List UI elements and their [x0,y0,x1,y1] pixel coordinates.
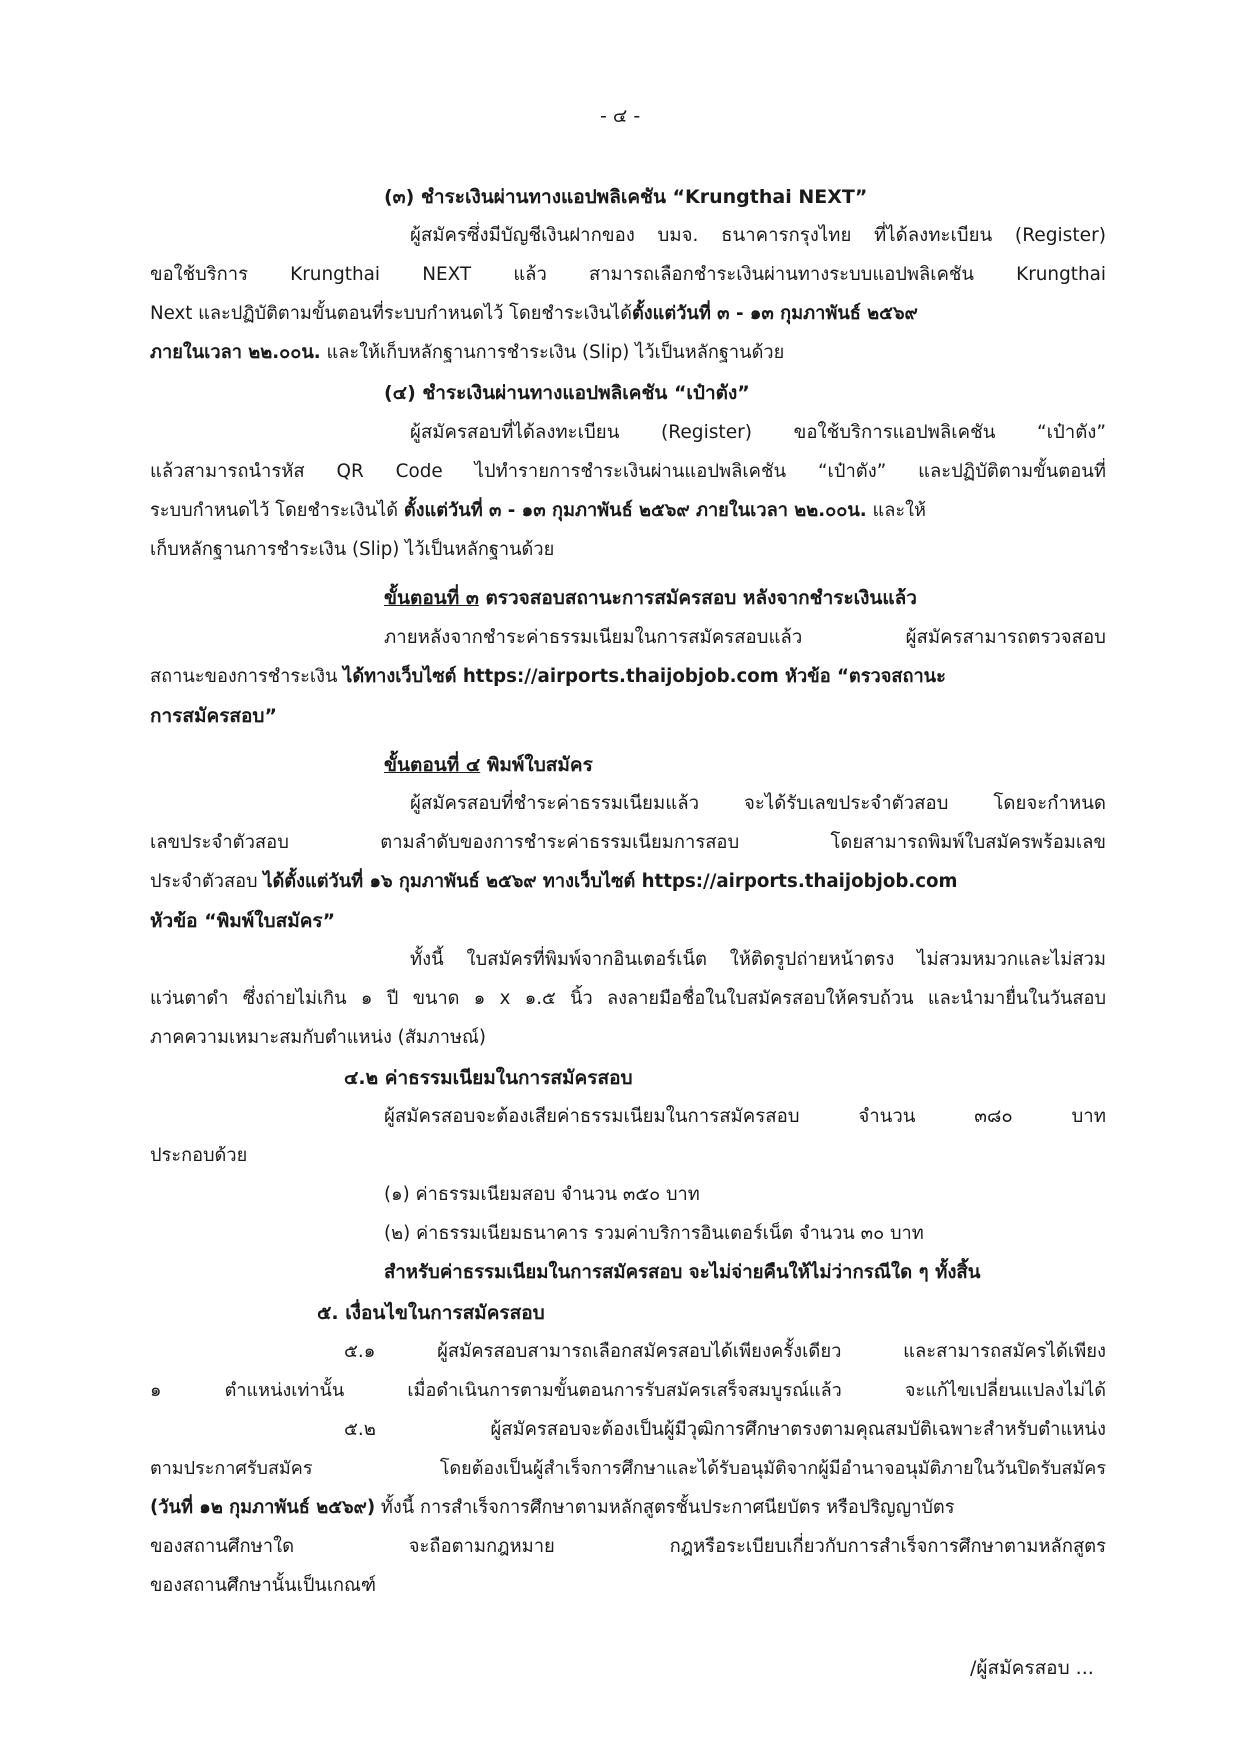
fee-item-1: (๑) ค่าธรรมเนียมสอบ จำนวน ๓๕๐ บาท [384,1184,700,1205]
step3-line-1: ภายหลังจากชำระค่าธรรมเนียมในการสมัครสอบแล้ว ผู้สมัครสามารถตรวจสอบ [384,627,1106,648]
cond-heading: ๕. เงื่อนไขในการสมัครสอบ [317,1302,545,1324]
fee-note: สำหรับค่าธรรมเนียมในการสมัครสอบ จะไม่จ่ายคืนให้ไม่ว่ากรณีใด ๆ ทั้งสิ้น [384,1262,981,1283]
sec3-line-1: ผู้สมัครซึ่งมีบัญชีเงินฝากของ บมจ. ธนาคารกรุงไทย ที่ได้ลงทะเบียน (Register) [410,225,1106,246]
page-number: - ๔ - [600,105,641,127]
sec4-line-4: เก็บหลักฐานการชำระเงิน (Slip) ไว้เป็นหลักฐานด้วย [150,539,555,560]
cond-5-2-line-2: ตามประกาศรับสมัคร โดยต้องเป็นผู้สำเร็จการศึกษาและได้รับอนุมัติจากผู้มีอำนาจอนุมัติภายในวันปิดรับสมัคร [150,1458,1106,1479]
fee-line-1: ผู้สมัครสอบจะต้องเสียค่าธรรมเนียมในการสมัครสอบ จำนวน ๓๘๐ บาท [384,1106,1106,1127]
step3-line-2 [150,664,946,690]
fee-line-2: ประกอบด้วย [150,1145,248,1166]
sec3-heading: (๓) ชำระเงินผ่านทางแอปพลิเคชัน “Krungthai NEXT” [384,186,868,208]
sec4-line-3-date: ตั้งแต่วันที่ ๓ - ๑๓ กุมภาพันธ์ ๒๕๖๙ ภายในเวลา ๒๒.๐๐น. [403,500,867,521]
sec4-line-2: แล้วสามารถนำรหัส QR Code ไปทำรายการชำระเงินผ่านแอปพลิเคชัน “เป๋าตัง” และปฏิบัติตามขั้นตอนที่ [150,461,1106,482]
sec4-line-3 [150,498,926,524]
step4-label: ขั้นตอนที่ ๔ [384,754,481,776]
step4-line-6: แว่นตาดำ ซึ่งถ่ายไม่เกิน ๑ ปี ขนาด ๑ x ๑.๕ นิ้ว ลงลายมือชื่อในใบสมัครสอบให้ครบถ้วน และนำมายื่นในวันสอบ [150,988,1106,1009]
sec4-line-1: ผู้สมัครสอบที่ได้ลงทะเบียน (Register) ขอใช้บริการแอปพลิเคชัน “เป๋าตัง” [410,422,1106,443]
cond-5-2-line-3-text: ทั้งนี้ การสำเร็จการศึกษาตามหลักสูตรชั้นประกาศนียบัตร หรือปริญญาบัตร [375,1497,955,1518]
cond-5-1-line-1: ๕.๑ ผู้สมัครสอบสามารถเลือกสมัครสอบได้เพียงครั้งเดียว และสามารถสมัครได้เพียง [344,1341,1106,1362]
step4-line-3 [150,869,958,895]
step4-heading [384,752,593,778]
sec3-line-2: ขอใช้บริการ Krungthai NEXT แล้ว สามารถเลือกชำระเงินผ่านทางระบบแอปพลิเคชัน Krungthai [150,264,1106,285]
step3-label: ขั้นตอนที่ ๓ [384,587,479,609]
step4-line-4: หัวข้อ “พิมพ์ใบสมัคร” [150,910,336,932]
sec4-line-3-tail: และให้ [866,500,927,521]
step4-line-3-date: ได้ตั้งแต่วันที่ ๑๖ กุมภาพันธ์ ๒๕๖๙ ทางเว็บไซต์ https://airports.thaijobjob.com [263,871,958,892]
sec3-line-3-text: Next และปฏิบัติตามขั้นตอนที่ระบบกำหนดไว้ โดยชำระเงินได้ [150,303,632,324]
step3-heading [384,585,917,611]
step3-line-3: การสมัครสอบ” [150,705,277,727]
sec3-line-4-time: ภายในเวลา ๒๒.๐๐น. [150,342,321,363]
step3-title: ตรวจสอบสถานะการสมัครสอบ หลังจากชำระเงินแล้ว [478,587,917,609]
step4-line-7: ภาคความเหมาะสมกับตำแหน่ง (สัมภาษณ์) [150,1027,486,1048]
step4-line-2: เลขประจำตัวสอบ ตามลำดับของการชำระค่าธรรมเนียมการสอบ โดยสามารถพิมพ์ใบสมัครพร้อมเลข [150,832,1106,853]
sec3-line-3 [150,301,918,327]
sec3-line-4 [150,340,784,366]
continuation-marker: /ผู้สมัครสอบ ... [970,1657,1094,1679]
sec3-line-3-date: ตั้งแต่วันที่ ๓ - ๑๓ กุมภาพันธ์ ๒๕๖๙ [631,303,918,324]
fee-heading: ๔.๒ ค่าธรรมเนียมในการสมัครสอบ [344,1067,633,1089]
step4-title: พิมพ์ใบสมัคร [480,754,593,776]
cond-5-1-line-2: ๑ ตำแหน่งเท่านั้น เมื่อดำเนินการตามขั้นตอนการรับสมัครเสร็จสมบูรณ์แล้ว จะแก้ไขเปลี่ยนแปลงไม่ได้ [150,1380,1106,1401]
step4-line-1: ผู้สมัครสอบที่ชำระค่าธรรมเนียมแล้ว จะได้รับเลขประจำตัวสอบ โดยจะกำหนด [410,793,1106,814]
cond-5-2-closing-date: (วันที่ ๑๒ กุมภาพันธ์ ๒๕๖๙) [150,1497,376,1518]
step3-line-2-text: สถานะของการชำระเงิน [150,666,344,687]
fee-item-2: (๒) ค่าธรรมเนียมธนาคาร รวมค่าบริการอินเตอร์เน็ต จำนวน ๓๐ บาท [384,1223,924,1244]
cond-5-2-line-3 [150,1495,955,1521]
sec3-line-4-text: และให้เก็บหลักฐานการชำระเงิน (Slip) ไว้เป็นหลักฐานด้วย [320,342,785,363]
cond-5-2-line-5: ของสถานศึกษานั้นเป็นเกณฑ์ [150,1575,377,1596]
sec4-heading: (๔) ชำระเงินผ่านทางแอปพลิเคชัน “เป๋าตัง” [384,382,750,404]
step4-line-5: ทั้งนี้ ใบสมัครที่พิมพ์จากอินเตอร์เน็ต ให้ติดรูปถ่ายหน้าตรง ไม่สวมหมวกและไม่สวม [410,949,1106,970]
cond-5-2-line-1: ๕.๒ ผู้สมัครสอบจะต้องเป็นผู้มีวุฒิการศึกษาตรงตามคุณสมบัติเฉพาะสำหรับตำแหน่ง [344,1419,1106,1440]
cond-5-2-line-4: ของสถานศึกษาใด จะถือตามกฎหมาย กฎหรือระเบียบเกี่ยวกับการสำเร็จการศึกษาตามหลักสูตร [150,1536,1106,1557]
step3-line-2-link: ได้ทางเว็บไซต์ https://airports.thaijobjob.com หัวข้อ “ตรวจสถานะ [343,666,946,687]
step4-line-3-text: ประจำตัวสอบ [150,871,264,892]
sec4-line-3-text: ระบบกำหนดไว้ โดยชำระเงินได้ [150,500,404,521]
